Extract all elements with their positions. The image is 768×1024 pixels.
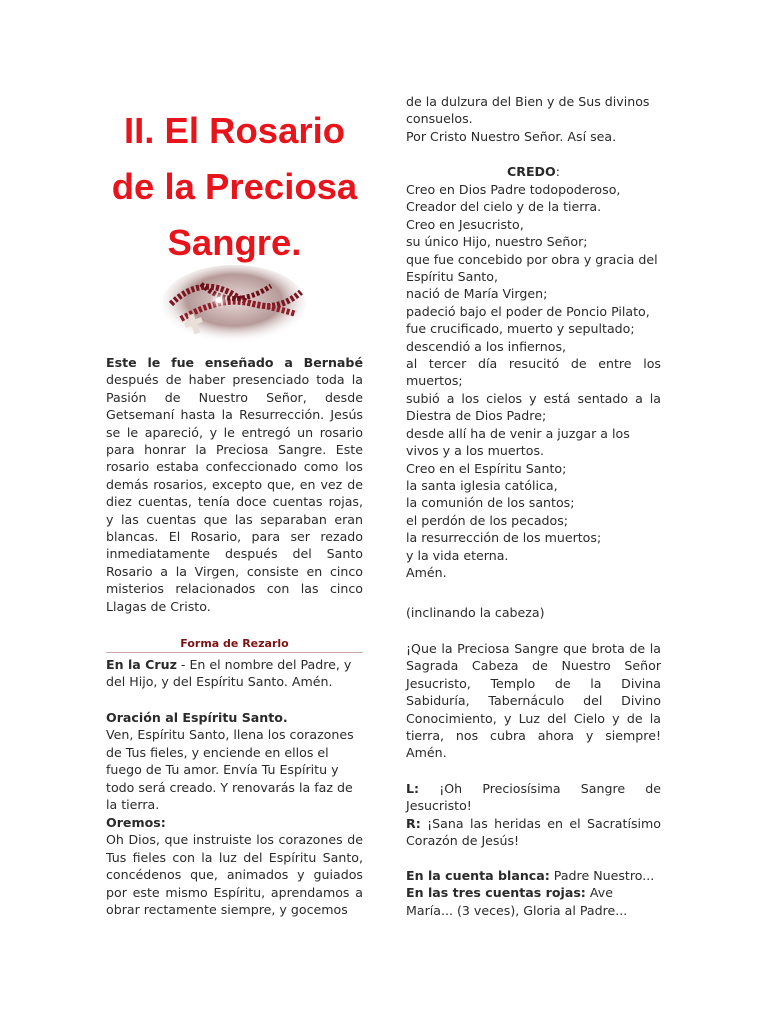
cont-line-3: Por Cristo Nuestro Señor. Así sea. <box>406 128 617 144</box>
cuentas-section <box>406 867 661 919</box>
rosary-image <box>161 264 307 344</box>
credo-line: Creo en Jesucristo, <box>406 216 524 232</box>
blanca-label: En la cuenta blanca: <box>406 868 550 883</box>
cruz-paragraph <box>106 656 363 691</box>
intro-paragraph <box>106 354 363 615</box>
credo-line: descendió a los infiernos, <box>406 338 567 354</box>
credo-line: Creo en el Espíritu Santo; <box>406 460 567 476</box>
forma-heading: Forma de Rezarlo <box>180 637 289 650</box>
oremos-text: Oh Dios, que instruiste los corazones de Tus fieles con la luz del Espíritu Santo, concédenos que, animados y guiados por este mismo Espíritu, aprendamos a obrar rectamente siempre, y gocemos <box>106 832 363 918</box>
cont-line-1: de la dulzura del Bien y de Sus divinos <box>406 94 650 109</box>
credo-line: Creo en Dios Padre todopoderoso, <box>406 182 621 197</box>
intro-text: después de haber presenciado toda la Pasión de Nuestro Señor, desde Getsemaní hasta la Resurrección. Jesús se le apareció, y le entregó un rosario para honrar la Preciosa Sangre. Este rosario estaba confeccionado como los demás rosarios, excepto que, en vez de diez cuentas, tenía doce cuentas rojas, y las cuentas que las separaban eran blancas. El Rosario, para ser rezado inmediatamente después del Santo Rosario a la Virgen, consiste en cinco misterios relacionados con las cinco Llagas de Cristo. <box>106 372 363 614</box>
credo-colon: : <box>555 164 560 179</box>
title-line-1: II. El Rosario <box>123 110 346 151</box>
credo-line: la resurrección de los muertos; <box>406 530 602 546</box>
oremos-continuation <box>406 93 661 145</box>
inclinando-text: (inclinando la cabeza) <box>406 605 545 620</box>
rojas-text: Ave María... (3 veces), Gloria al Padre... <box>406 885 628 918</box>
credo-line: que fue concebido por obra y gracia del Espíritu Santo, <box>406 251 658 285</box>
cruz-label: En la Cruz <box>106 657 177 672</box>
credo-heading <box>406 163 661 180</box>
credo-line: fue crucificado, muerto y sepultado; <box>406 321 635 337</box>
title-line-2: de la Preciosa <box>111 166 358 207</box>
credo-line: desde allí ha de venir a juzgar a los vivos y a los muertos. <box>406 425 630 459</box>
page-title <box>106 103 363 271</box>
credo-line: al tercer día resucitó de entre los muertos; <box>406 356 661 389</box>
oracion-title: Oración al Espíritu Santo. <box>106 710 288 725</box>
credo-line: Amén. <box>406 564 447 580</box>
forma-divider <box>106 652 363 653</box>
oracion-section <box>106 709 363 813</box>
credo-line: nació de María Virgen; <box>406 286 548 302</box>
r-label: R: <box>406 815 421 831</box>
rojas-label: En las tres cuentas rojas: <box>406 885 586 901</box>
credo-line: el perdón de los pecados; <box>406 512 569 528</box>
inclinando-note <box>406 604 661 621</box>
credo-text <box>406 181 661 581</box>
credo-line: subió a los cielos y está sentado a la Diestra de Dios Padre; <box>406 390 661 424</box>
credo-line: padeció bajo el poder de Poncio Pilato, <box>406 303 650 319</box>
l-label: L: <box>406 781 420 796</box>
l-text: ¡Oh Preciosísima Sangre de Jesucristo! <box>406 781 661 814</box>
intro-bold: Este le fue enseñado a Bernabé <box>106 355 363 370</box>
litany-section <box>406 780 661 850</box>
credo-title: CREDO <box>507 164 556 179</box>
preciosa-sangre-prayer <box>406 640 661 762</box>
title-line-3: Sangre. <box>167 222 302 263</box>
credo-line: su único Hijo, nuestro Señor; <box>406 234 588 250</box>
cont-line-2: consuelos. <box>406 111 473 127</box>
credo-line: Creador del cielo y de la tierra. <box>406 199 602 215</box>
que-text: ¡Que la Preciosa Sangre que brota de la Sagrada Cabeza de Nuestro Señor Jesucristo, Templo de la Divina Sabiduría, Tabernáculo del Divino Conocimiento, y Luz del Cielo y de la tierra, nos cubra ahora y siempre! Amén. <box>406 641 661 761</box>
credo-line: y la vida eterna. <box>406 547 509 563</box>
blanca-text: Padre Nuestro... <box>549 868 655 883</box>
credo-line: la santa iglesia católica, <box>406 477 558 493</box>
oremos-section <box>106 814 363 918</box>
r-text: ¡Sana las heridas en el Sacratísimo Corazón de Jesús! <box>406 815 661 849</box>
cruz-text: - En el nombre del Padre, y del Hijo, y del Espíritu Santo. Amén. <box>106 657 352 690</box>
oremos-title: Oremos: <box>106 815 166 830</box>
credo-line: la comunión de los santos; <box>406 495 575 511</box>
oracion-text: Ven, Espíritu Santo, llena los corazones de Tus fieles, y enciende en ellos el fuego de Tu amor. Envía Tu Espíritu y todo será creado. Y renovarás la faz de la tierra. <box>106 727 354 813</box>
